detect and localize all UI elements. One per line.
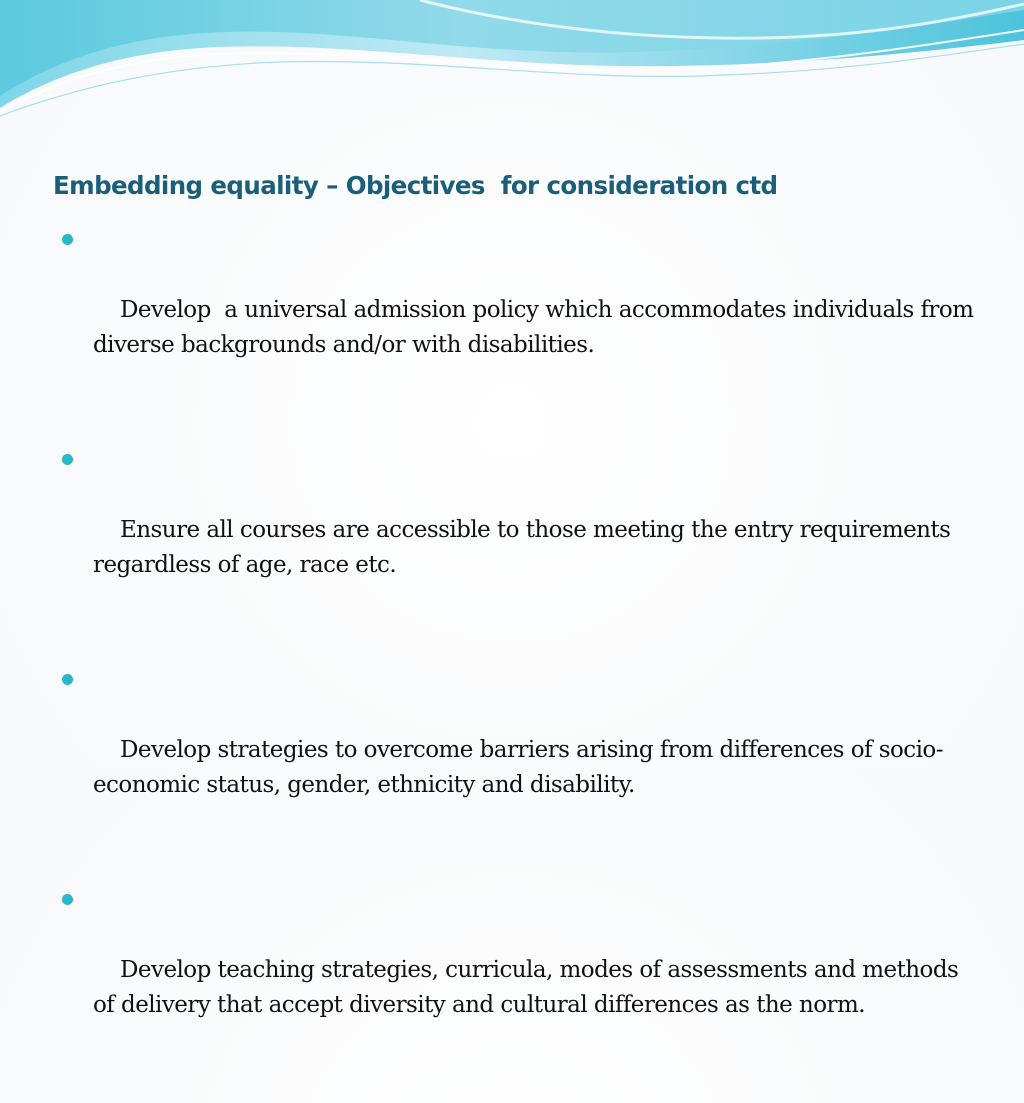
header-wave-decoration: [0, 0, 1024, 120]
bullet-text: Develop a universal admission policy which accommodates individuals from diverse backgrounds and/or with disabilities.: [93, 297, 981, 358]
bullet-dot-icon: [62, 674, 73, 685]
list-item: [62, 223, 981, 398]
bullet-dot-icon: [62, 454, 73, 465]
list-item: [62, 883, 977, 1058]
slide-title: Embedding equality – Objectives for consideration ctd: [53, 171, 778, 200]
bullet-text: Ensure all courses are accessible to those meeting the entry requirements regardless of age, race etc.: [93, 517, 958, 578]
bullet-dot-icon: [62, 894, 73, 905]
bullet-dot-icon: [62, 234, 73, 245]
bullet-text: Develop teaching strategies, curricula, modes of assessments and methods of delivery that accept diversity and cultural differences as the norm.: [93, 957, 966, 1018]
bullet-list: [62, 223, 981, 1103]
list-item: [62, 443, 977, 618]
bullet-text: Develop strategies to overcome barriers arising from differences of socio-economic status, gender, ethnicity and disability.: [93, 737, 943, 798]
list-item: [62, 663, 977, 838]
